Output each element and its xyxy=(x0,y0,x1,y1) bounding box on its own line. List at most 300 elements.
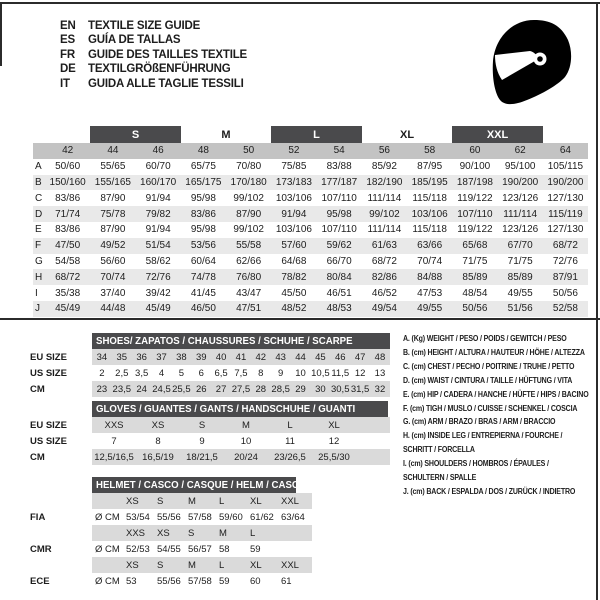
shoe-size-cell: 24,5 xyxy=(152,383,171,395)
helmet-size-label: XXS xyxy=(126,527,146,539)
textile-size-table xyxy=(33,126,588,317)
measurement-cell: 78/82 xyxy=(271,269,316,285)
measurement-cell: 49/52 xyxy=(90,238,135,254)
measurement-cell: 45/49 xyxy=(45,301,90,317)
measurement-cell: 53/56 xyxy=(181,238,226,254)
shoe-size-cell: 45 xyxy=(315,351,326,363)
helmet-size-label: M xyxy=(188,559,196,571)
helmet-size-label: L xyxy=(250,527,256,539)
measurement-cell: 115/118 xyxy=(412,224,447,236)
helmet-size-label xyxy=(281,525,312,541)
measurement-cell: 50/60 xyxy=(55,161,81,173)
measurement-cell: 58/62 xyxy=(145,255,171,267)
helmet-size-label: L xyxy=(219,495,225,507)
size-group-row xyxy=(33,126,588,143)
measurement-row xyxy=(33,238,588,254)
size-number: 44 xyxy=(90,143,135,159)
measurement-cell: 43/47 xyxy=(236,287,262,299)
helmet-size-cell: 55/56 xyxy=(157,511,181,523)
measurement-cell: 48/53 xyxy=(317,301,362,317)
measurement-cell: 160/170 xyxy=(136,175,181,191)
group-spacer xyxy=(33,126,90,143)
helmet-size-label: L xyxy=(219,559,225,571)
measurement-row-label: H xyxy=(33,269,45,285)
helmet-size-cell xyxy=(281,541,312,557)
measurement-row-label: F xyxy=(33,238,45,254)
helmet-size-band xyxy=(92,493,312,509)
gloves_table-row xyxy=(30,417,390,433)
group-spacer xyxy=(543,126,588,143)
measurement-cell: 51/54 xyxy=(136,238,181,254)
measurement-row xyxy=(33,159,588,175)
helmet-size-label: S xyxy=(157,559,164,571)
shoe-size-cell: 44 xyxy=(295,351,306,363)
measurement-cell: 39/42 xyxy=(145,287,171,299)
shoe-size-cell: 31,5 xyxy=(350,383,370,395)
language-code: EN xyxy=(60,20,76,32)
language-row xyxy=(60,19,247,33)
shoe-size-cell: 3,5 xyxy=(135,367,149,379)
gloves_table-title-row xyxy=(30,401,390,417)
size-number: 50 xyxy=(226,143,271,159)
measurement-cell: 99/102 xyxy=(362,206,407,222)
size-group-label: M xyxy=(221,128,231,141)
helmet-size-cell: 52/53 xyxy=(126,543,150,555)
helmet-size-cell: 59 xyxy=(250,543,261,555)
helmet-size-table xyxy=(30,477,312,589)
measurement-cell: 111/114 xyxy=(367,192,402,204)
measurement-cell: 66/70 xyxy=(326,255,352,267)
size-row-spacer xyxy=(30,557,92,573)
helmet-title-row xyxy=(30,477,312,493)
glove-size-cell: L xyxy=(287,419,293,431)
measurement-cell: 74/78 xyxy=(181,269,226,285)
measurement-cell: 91/94 xyxy=(145,192,171,204)
measurement-cell: 48/52 xyxy=(271,301,316,317)
measurement-cell: 91/94 xyxy=(145,224,171,236)
measurement-row xyxy=(33,190,588,206)
title-spacer xyxy=(30,477,92,493)
size-number: 42 xyxy=(45,143,90,159)
helmet-size-label: XL xyxy=(250,495,262,507)
size-number: 62 xyxy=(498,143,543,159)
measurement-cell: 71/75 xyxy=(507,255,533,267)
unit-spacer xyxy=(92,493,126,509)
measurement-cell: 72/76 xyxy=(136,269,181,285)
measurement-cell: 72/76 xyxy=(552,255,578,267)
measurement-cell: 70/74 xyxy=(417,255,443,267)
measurement-cell: 87/90 xyxy=(100,192,126,204)
shoe-size-cell: 28,5 xyxy=(271,383,290,395)
shoes_table-row-label: EU SIZE xyxy=(30,351,67,363)
gloves_table-row xyxy=(30,433,390,449)
size-number: 56 xyxy=(362,143,407,159)
measurement-cell: 49/55 xyxy=(407,301,452,317)
shoe-size-cell: 48 xyxy=(374,351,386,363)
unit-spacer xyxy=(92,557,126,573)
glove-size-cell: 25,5/30 xyxy=(318,451,350,463)
helmet-size-row xyxy=(30,525,312,541)
shoe-size-cell: 7,5 xyxy=(234,367,248,379)
measurement-row-label: G xyxy=(35,255,43,267)
legend-line: B. (cm) HEIGHT / ALTURA / HAUTEUR / HÖHE / ALTEZZA xyxy=(403,346,585,357)
helmet-size-cell: 59/60 xyxy=(219,511,243,523)
helmet-size-cell: 57/58 xyxy=(188,511,212,523)
shoes_table-row xyxy=(30,365,390,381)
language-code: DE xyxy=(60,63,76,76)
measurement-cell: 55/65 xyxy=(100,161,126,173)
language-code: FR xyxy=(60,48,75,61)
measurement-cell: 182/190 xyxy=(362,175,407,191)
helmet-value-row xyxy=(30,541,312,557)
shoes_table-title-row xyxy=(30,333,390,349)
measurement-cell: 87/90 xyxy=(226,206,271,222)
title-spacer xyxy=(30,401,92,417)
shoes_table-row-label: CM xyxy=(30,383,45,395)
measurement-cell: 155/165 xyxy=(90,175,135,191)
size-number: 48 xyxy=(181,143,226,159)
gloves_table-row-band xyxy=(92,433,390,449)
measurement-cell: 95/100 xyxy=(504,161,536,173)
diameter-unit-label: Ø CM xyxy=(95,543,120,555)
measurement-cell: 85/89 xyxy=(498,269,543,285)
size-number: 54 xyxy=(317,143,362,159)
shoe-size-cell: 46 xyxy=(334,351,346,363)
measurement-cell: 44/48 xyxy=(90,301,135,317)
legend-line: SCHRITT / FORCELLA xyxy=(403,444,475,455)
language-row xyxy=(60,48,247,62)
measurement-cell: 71/75 xyxy=(462,255,488,267)
measurement-cell: 45/50 xyxy=(281,287,307,299)
glove-size-cell: 8 xyxy=(155,435,161,447)
shoe-size-cell: 29 xyxy=(295,383,306,395)
measurement-cell: 170/180 xyxy=(226,175,271,191)
shoe-size-cell: 24 xyxy=(136,383,147,395)
glove-size-cell: 18/21,5 xyxy=(186,451,218,463)
helmet-size-label: XXL xyxy=(281,559,299,571)
right-border-line xyxy=(596,2,598,600)
measurement-cell: 107/110 xyxy=(321,192,357,204)
legend-line: G. (cm) ARM / BRAZO / BRAS / ARM / BRACCIO xyxy=(403,416,556,427)
measurement-cell: 46/51 xyxy=(326,287,352,299)
gloves-size-table xyxy=(30,401,390,465)
shoe-size-cell: 6,5 xyxy=(214,367,228,379)
shoe-size-cell: 10 xyxy=(295,367,306,379)
glove-size-cell: 7 xyxy=(111,435,117,447)
measurement-cell: 95/98 xyxy=(317,206,362,222)
language-row xyxy=(60,77,247,91)
helmet-standard-label: ECE xyxy=(30,575,50,587)
shoe-size-cell: 4 xyxy=(158,367,165,379)
shoes_table-row-label: US SIZE xyxy=(30,367,67,379)
measurement-cell: 107/110 xyxy=(452,206,497,222)
shoe-size-cell: 43 xyxy=(275,351,286,363)
measurement-cell: 90/100 xyxy=(459,161,491,173)
shoe-size-cell: 23,5 xyxy=(112,383,132,395)
shoe-size-cell: 34 xyxy=(96,351,108,363)
helmet-size-cell: 57/58 xyxy=(188,575,212,587)
measurement-cell: 82/86 xyxy=(362,269,407,285)
measurement-cell: 62/66 xyxy=(236,255,262,267)
measurement-row xyxy=(33,285,588,301)
legend-line: SCHULTERN / SPALLE xyxy=(403,472,477,483)
shoe-size-cell: 40 xyxy=(215,351,227,363)
helmet-standard-label: CMR xyxy=(30,543,52,555)
measurement-cell: 119/122 xyxy=(457,224,493,236)
measurement-cell: 103/106 xyxy=(407,206,452,222)
helmet-size-label: M xyxy=(188,495,196,507)
measurement-cell: 127/130 xyxy=(547,224,584,236)
measurement-cell: 41/45 xyxy=(190,287,216,299)
helmet-size-cell: 61 xyxy=(281,575,292,587)
measurement-cell: 64/68 xyxy=(281,255,307,267)
helmet-size-row xyxy=(30,557,312,573)
legend-line: E. (cm) HIP / CADERA / HANCHE / HÜFTE / HIPS / BACINO xyxy=(403,388,589,399)
legend-line: D. (cm) WAIST / CINTURA / TAILLE / HÜFTUNG / VITA xyxy=(403,374,573,385)
measurement-row xyxy=(33,254,588,270)
shoe-size-cell: 30,5 xyxy=(330,383,350,395)
measurement-cell: 47/53 xyxy=(417,287,443,299)
helmet-size-cell: 59 xyxy=(219,575,230,587)
size-group-label: XL xyxy=(400,128,415,141)
helmet-value-band xyxy=(92,573,312,589)
racing-helmet-icon xyxy=(482,14,582,109)
measurement-row-label: A xyxy=(35,161,42,173)
measurement-cell: 54/58 xyxy=(55,255,81,267)
measurement-cell: 107/110 xyxy=(321,224,357,236)
legend-line: C. (cm) CHEST / PECHO / POITRINE / TRUHE / PETTO xyxy=(403,360,575,371)
measurement-row xyxy=(33,175,588,191)
measurement-row-label: I xyxy=(35,287,38,299)
size-number: 58 xyxy=(407,143,452,159)
measurement-cell: 51/56 xyxy=(498,301,543,317)
glove-size-cell: S xyxy=(198,419,206,431)
size-number: 64 xyxy=(543,143,588,159)
legend-line: H. (cm) INSIDE LEG / ENTREPIERNA / FOURCHE / xyxy=(403,430,563,441)
measurement-cell: 150/160 xyxy=(45,175,90,191)
size-group-label: S xyxy=(90,126,181,143)
measurement-cell: 46/50 xyxy=(181,301,226,317)
shoes_table-title: SHOES/ ZAPATOS / CHAUSSURES / SCHUHE / SCARPE xyxy=(96,335,353,347)
unit-spacer xyxy=(92,525,126,541)
measurement-cell: 49/55 xyxy=(507,287,533,299)
diameter-unit-label: Ø CM xyxy=(95,511,120,523)
measurement-cell: 65/68 xyxy=(452,238,497,254)
helmet-size-band xyxy=(92,557,312,573)
shoe-size-cell: 26 xyxy=(195,383,207,395)
shoe-size-cell: 11,5 xyxy=(331,367,350,379)
helmet-size-label: S xyxy=(188,527,195,539)
size-group-label: XXL xyxy=(452,126,543,143)
measurement-cell: 190/200 xyxy=(543,175,588,191)
diameter-unit-label: Ø CM xyxy=(95,575,120,587)
helmet-title: HELMET / CASCO / CASQUE / HELM / CASCO xyxy=(96,479,307,491)
shoe-size-cell: 23 xyxy=(96,383,108,395)
shoe-size-cell: 9 xyxy=(278,367,284,379)
measurement-cell: 75/78 xyxy=(90,206,135,222)
language-title-list xyxy=(60,19,247,91)
guide-title: GUÍA DE TALLAS xyxy=(88,34,181,47)
helmet-size-cell: 56/57 xyxy=(188,543,212,555)
measurement-cell: 56/60 xyxy=(100,255,126,267)
measurement-cell: 123/126 xyxy=(502,224,539,236)
top-border-line xyxy=(0,2,600,4)
glove-size-cell: 11 xyxy=(285,435,295,447)
gloves_table-row-band xyxy=(92,449,390,465)
measurement-cell: 187/198 xyxy=(452,175,497,191)
gloves_table-title: GLOVES / GUANTES / GANTS / HANDSCHUHE / GUANTI xyxy=(96,403,356,415)
measurement-cell: 68/72 xyxy=(543,238,588,254)
measurement-cell: 37/40 xyxy=(100,287,126,299)
measurement-cell: 61/63 xyxy=(362,238,407,254)
number-row-spacer xyxy=(33,143,45,159)
measurement-cell: 49/54 xyxy=(362,301,407,317)
guide-title: TEXTILE SIZE GUIDE xyxy=(88,20,201,32)
measurement-cell: 79/82 xyxy=(136,206,181,222)
gloves_table-row-label: CM xyxy=(30,451,45,463)
measurement-cell: 103/106 xyxy=(275,224,312,236)
helmet-size-cell: 53 xyxy=(126,575,137,587)
shoes_table-row-band xyxy=(92,381,390,397)
glove-size-cell: 12 xyxy=(328,435,340,447)
measurement-row-label: D xyxy=(33,206,45,222)
shoe-size-cell: 36 xyxy=(136,351,147,363)
shoe-size-cell: 2 xyxy=(99,367,105,379)
guide-title: GUIDE DES TAILLES TEXTILE xyxy=(88,48,247,61)
measurement-cell: 47/51 xyxy=(226,301,271,317)
measurement-cell: 60/64 xyxy=(190,255,216,267)
measurement-cell: 67/70 xyxy=(498,238,543,254)
glove-size-cell: 10 xyxy=(240,435,252,447)
legend-line: A. (Kg) WEIGHT / PESO / POIDS / GEWITCH / PESO xyxy=(403,333,567,343)
legend-line: J. (cm) BACK / ESPALDA / DOS / ZURÜCK / INDIETRO xyxy=(403,485,576,496)
shoe-size-cell: 32 xyxy=(374,383,386,395)
helmet-size-cell: 55/56 xyxy=(157,575,181,587)
measurement-cell: 80/84 xyxy=(317,269,362,285)
shoe-size-cell: 12 xyxy=(354,367,366,379)
size-row-spacer xyxy=(30,493,92,509)
measurement-cell: 173/183 xyxy=(271,175,316,191)
helmet-size-label: XS xyxy=(126,495,139,507)
size-number: 52 xyxy=(271,143,316,159)
measurement-cell: 45/49 xyxy=(136,301,181,317)
helmet-size-cell: 54/55 xyxy=(157,543,181,555)
glove-size-cell: 9 xyxy=(199,435,205,447)
measurement-cell: 111/114 xyxy=(367,224,402,236)
shoe-size-cell: 13 xyxy=(374,367,386,379)
glove-size-cell: 16,5/19 xyxy=(142,451,174,463)
measurement-row-label: J xyxy=(33,301,45,317)
measurement-cell: 48/54 xyxy=(462,287,488,299)
measurement-legend xyxy=(403,332,589,499)
measurement-cell: 65/75 xyxy=(190,161,216,173)
shoe-size-cell: 41 xyxy=(235,351,247,363)
measurement-row-label: E xyxy=(35,224,42,236)
size-number: 46 xyxy=(136,143,181,159)
section-divider xyxy=(0,318,600,320)
helmet-size-cell: 58 xyxy=(219,543,230,555)
helmet-size-label: XS xyxy=(126,559,139,571)
measurement-cell: 185/195 xyxy=(407,175,452,191)
size-number-row xyxy=(33,143,588,159)
measurement-cell: 127/130 xyxy=(547,192,584,204)
shoe-size-cell: 2,5 xyxy=(115,367,129,379)
shoes_table-title-bar xyxy=(92,333,390,349)
measurement-cell: 76/80 xyxy=(226,269,271,285)
shoe-size-cell: 30 xyxy=(315,383,326,395)
measurement-cell: 63/66 xyxy=(407,238,452,254)
measurement-cell: 119/122 xyxy=(457,192,493,204)
measurement-row xyxy=(33,301,588,317)
measurement-cell: 83/86 xyxy=(55,224,81,236)
guide-title: TEXTILGRÖßENFÜHRUNG xyxy=(88,63,231,76)
helmet-size-label: M xyxy=(219,527,227,539)
measurement-cell: 87/90 xyxy=(100,224,126,236)
legend-line: F. (cm) TIGH / MUSLO / CUISSE / SCHENKEL / COSCIA xyxy=(403,402,578,413)
measurement-cell: 105/115 xyxy=(547,161,584,173)
helmet-size-label: XL xyxy=(250,559,262,571)
shoe-size-cell: 25,5 xyxy=(172,383,191,395)
shoe-size-cell: 37 xyxy=(156,351,167,363)
gloves_table-row-band xyxy=(92,417,390,433)
measurement-row-label: C xyxy=(35,192,43,204)
shoes_table-row xyxy=(30,349,390,365)
left-border-line xyxy=(0,2,2,66)
measurement-cell: 115/119 xyxy=(543,206,588,222)
measurement-cell: 111/114 xyxy=(498,206,543,222)
measurement-cell: 55/58 xyxy=(226,238,271,254)
helmet-value-band xyxy=(92,509,312,525)
shoe-size-cell: 38 xyxy=(176,351,187,363)
shoe-size-cell: 10,5 xyxy=(311,367,330,379)
measurement-cell: 68/72 xyxy=(45,269,90,285)
gloves_table-row xyxy=(30,449,390,465)
measurement-cell: 83/86 xyxy=(55,192,81,204)
shoe-size-cell: 42 xyxy=(255,351,267,363)
shoes_table-row xyxy=(30,381,390,397)
measurement-cell: 47/50 xyxy=(45,238,90,254)
measurement-cell: 91/94 xyxy=(271,206,316,222)
helmet-size-label: XS xyxy=(157,527,170,539)
shoes_table-row-band xyxy=(92,365,390,381)
legend-line: I. (cm) SHOULDERS / HOMBROS / ÉPAULES / xyxy=(403,458,549,469)
measurement-cell: 87/91 xyxy=(543,269,588,285)
measurement-cell: 95/98 xyxy=(190,192,216,204)
shoes_table-row-band xyxy=(92,349,390,365)
measurement-cell: 103/106 xyxy=(275,192,312,204)
shoe-size-cell: 47 xyxy=(354,351,366,363)
title-spacer xyxy=(30,333,92,349)
measurement-row-label: B xyxy=(33,175,45,191)
language-code: ES xyxy=(60,34,75,47)
measurement-cell: 177/187 xyxy=(317,175,362,191)
helmet-value-row xyxy=(30,509,312,525)
helmet-size-cell: 60 xyxy=(250,575,261,587)
measurement-cell: 99/102 xyxy=(233,192,264,204)
shoe-size-cell: 35 xyxy=(116,351,128,363)
shoe-size-cell: 27,5 xyxy=(231,383,251,395)
language-code: IT xyxy=(60,77,70,90)
measurement-cell: 83/88 xyxy=(326,161,352,173)
measurement-row xyxy=(33,206,588,222)
glove-size-cell: XS xyxy=(151,419,165,431)
glove-size-cell: 20/24 xyxy=(234,451,258,463)
size-group-label: L xyxy=(271,126,362,143)
helmet-size-label: S xyxy=(157,495,164,507)
measurement-cell: 190/200 xyxy=(498,175,543,191)
helmet-size-cell: 63/64 xyxy=(281,511,305,523)
size-row-spacer xyxy=(30,525,92,541)
